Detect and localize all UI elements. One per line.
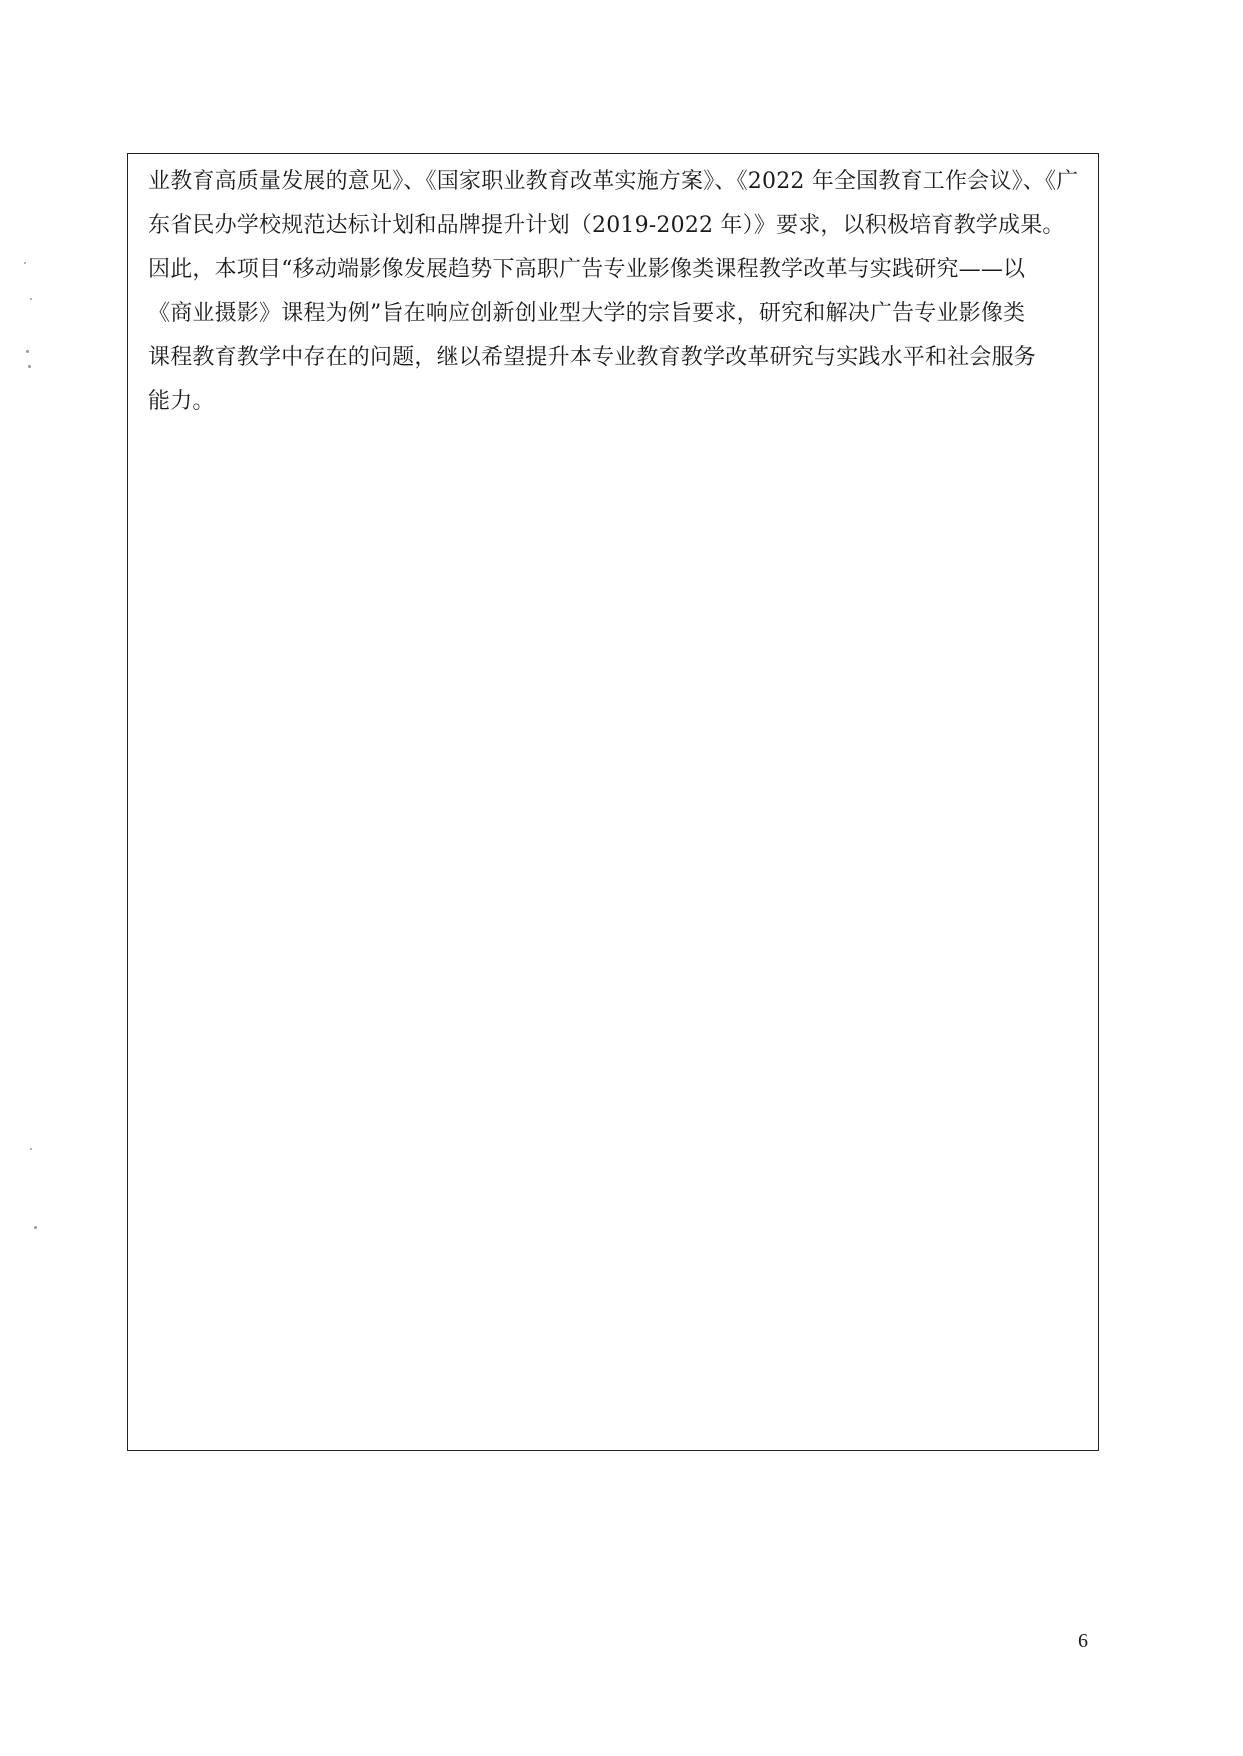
scan-artifact (26, 350, 29, 353)
scan-artifact (28, 365, 31, 368)
scan-artifact (30, 298, 32, 300)
text-line: 业教育高质量发展的意见》、《国家职业教育改革实施方案》、《2022 年全国教育工作会议》、《广 (148, 169, 1079, 194)
scan-artifact (30, 1148, 32, 1150)
text-line: 《商业摄影》课程为例”旨在响应创新创业型大学的宗旨要求，研究和解决广告专业影像类 (148, 301, 1026, 326)
text-line: 东省民办学校规范达标计划和品牌提升计划（2019-2022 年）》要求，以积极培育教学成果。 (148, 213, 1065, 238)
text-line: 因此，本项目“移动端影像发展趋势下高职广告专业影像类课程教学改革与实践研究——以 (148, 257, 1026, 282)
body-paragraph (148, 160, 1088, 424)
text-line: 能力。 (148, 389, 215, 414)
scan-artifact (24, 262, 26, 264)
page-number: 6 (1078, 1630, 1088, 1652)
scan-artifact (34, 1226, 37, 1229)
text-line: 课程教育教学中存在的问题，继以希望提升本专业教育教学改革研究与实践水平和社会服务 (148, 345, 1037, 370)
